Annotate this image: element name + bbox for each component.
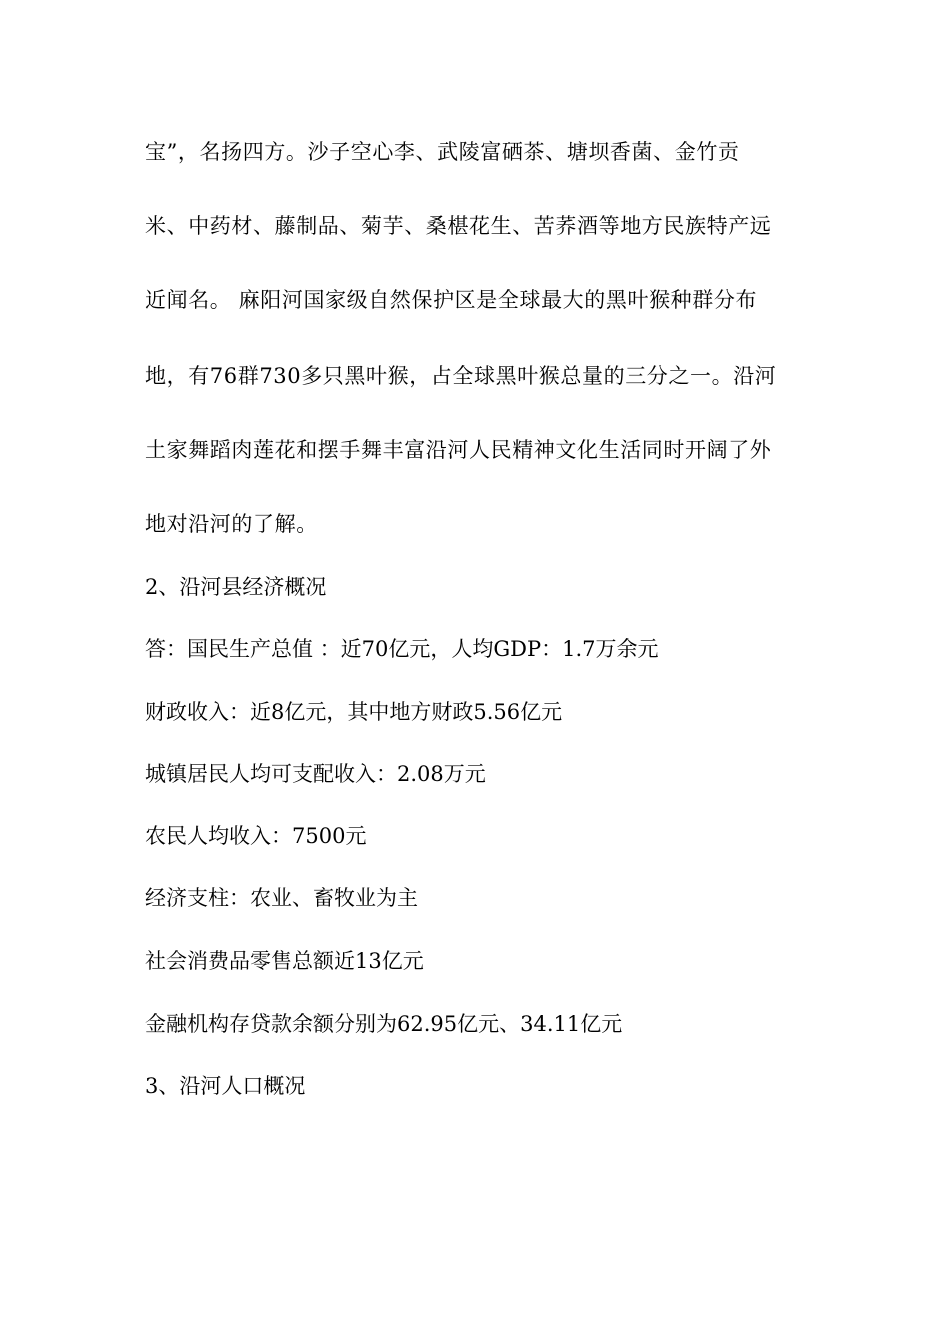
economy-item-farmer-income: 农民人均收入：7500元 <box>145 824 367 848</box>
economy-item-fiscal-revenue: 财政收入：近8亿元，其中地方财政5.56亿元 <box>145 700 563 724</box>
paragraph-line: 地对沿河的了解。 <box>145 512 318 536</box>
section-heading-economy: 2、沿河县经济概况 <box>145 575 327 599</box>
economy-item-pillar: 经济支柱：农业、畜牧业为主 <box>145 886 418 910</box>
economy-item-gdp: 答：国民生产总值 ：近70亿元，人均GDP：1.7万余元 <box>145 637 659 661</box>
section-heading-population: 3、沿河人口概况 <box>145 1074 306 1098</box>
economy-item-deposits-loans: 金融机构存贷款余额分别为62.95亿元、34.11亿元 <box>145 1012 623 1036</box>
economy-item-urban-income: 城镇居民人均可支配收入：2.08万元 <box>145 762 486 786</box>
paragraph-line: 土家舞蹈肉莲花和摆手舞丰富沿河人民精神文化生活同时开阔了外 <box>145 438 772 462</box>
paragraph-line: 米、中药材、藤制品、菊芋、桑椹花生、苦荞酒等地方民族特产远 <box>145 214 772 238</box>
paragraph-line: 近闻名。 麻阳河国家级自然保护区是全球最大的黑叶猴种群分布 <box>145 288 758 312</box>
paragraph-line: 地，有76群730多只黑叶猴，占全球黑叶猴总量的三分之一。沿河 <box>145 364 777 388</box>
paragraph-line: 宝”，名扬四方。沙子空心李、武陵富硒茶、塘坝香菌、金竹贡 <box>145 140 740 164</box>
economy-item-retail: 社会消费品零售总额近13亿元 <box>145 949 424 973</box>
